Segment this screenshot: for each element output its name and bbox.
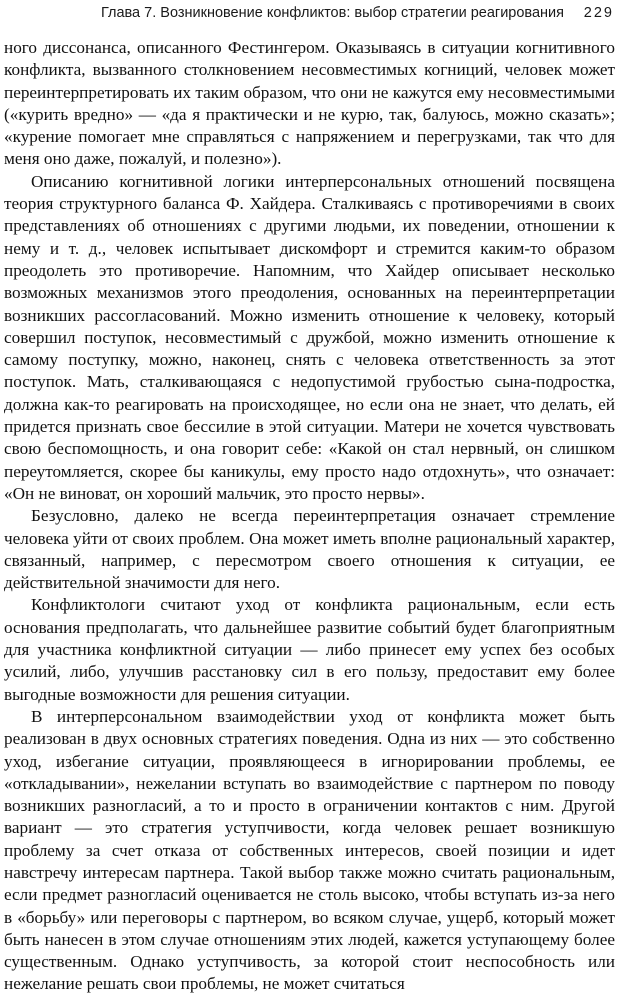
page-number: 229 bbox=[583, 5, 614, 21]
paragraph-4: Конфликтологи считают уход от конфликта рациональным, если есть основания предполагать, что дальнейшее развитие событий будет благоприятным для участника конфликтной ситуации — либо принесет ему успех без особых усилий, либо, улучшив расстановку сил в его пользу, предоставит ему более выгодные возможности для решения ситуации. bbox=[4, 595, 615, 704]
body-text bbox=[4, 37, 615, 996]
paragraph-1: ного диссонанса, описанного Фестингером. Оказываясь в ситуации когнитивного конфликта, вызванного столкновением несовместимых когниций, человек может переинтерпретировать их таким образом, что они не кажутся ему несовместимыми («курить вредно» — «да я практически и не курю, так, балуюсь, можно сказать»; «курение помогает мне справляться с напряжением и перегрузками, так что для меня оно даже, пожалуй, и полезно»). bbox=[4, 38, 615, 169]
running-header bbox=[0, 2, 620, 24]
paragraph-5: В интерперсональном взаимодействии уход от конфликта может быть реализован в двух основных стратегиях поведения. Одна из них — это собственно уход, избегание ситуации, проявляющееся в игнорировании проблемы, ее «откладывании», нежелании вступать во взаимодействие с партнером по поводу возникших разногласий, а то и просто в ограничении контактов с ним. Другой вариант — это стратегия уступчивости, когда человек решает возникшую проблему за счет отказа от собственных интересов, своей позиции и идет навстречу интересам партнера. Такой выбор также можно считать рациональным, если предмет разногласий оценивается не столь высоко, чтобы вступать из-за него в «борьбу» или переговоры с партнером, во всяком случае, ущерб, который может быть нанесен в этом случае отношениям этих людей, кажется уступающему более существенным. Однако уступчивость, за которой стоит неспособность или нежелание решать свои проблемы, не может считаться bbox=[4, 706, 615, 994]
chapter-title: Глава 7. Возникновение конфликтов: выбор стратегии реагирования bbox=[100, 5, 564, 21]
paragraph-3: Безусловно, далеко не всегда переинтерпретация означает стремление человека уйти от своих проблем. Она может иметь вполне рациональный характер, связанный, например, с пересмотром своего отношения к ситуации, ее действительной значимости для него. bbox=[4, 506, 615, 593]
paragraph-2: Описанию когнитивной логики интерперсональных отношений посвящена теория структурного баланса Ф. Хайдера. Сталкиваясь с противоречиями в своих представлениях об отношениях с другими людьми, их поведении, отношении к нему и т. д., человек испытывает дискомфорт и стремится каким-то образом преодолеть это противоречие. Напомним, что Хайдер описывает несколько возможных механизмов этого преодоления, основанных на переинтерпретации возникших рассогласований. Можно изменить отношение к человеку, который совершил поступок, несовместимый с дружбой, можно изменить отношение к самому поступку, можно, наконец, снять с человека ответственность за этот поступок. Мать, сталкивающаяся с недопустимой грубостью сына-подростка, должна как-то реагировать на происходящее, но если она не знает, что делать, ей придется признать свое бессилие в этой ситуации. Матери не хочется чувствовать свою беспомощность, и она говорит себе: «Какой он стал нервный, он слишком переутомляется, скорее бы каникулы, ему просто надо отдохнуть», что означает: «Он не виноват, он хороший мальчик, это просто нервы». bbox=[4, 171, 615, 503]
